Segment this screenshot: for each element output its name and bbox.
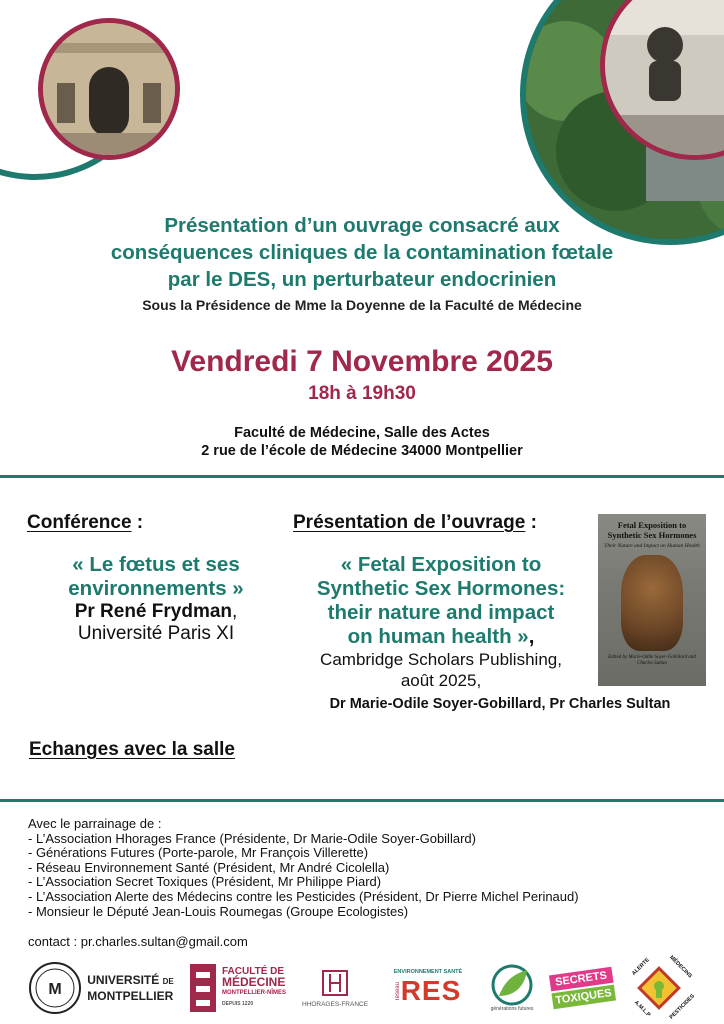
secrets-line1: SECRETS	[549, 967, 613, 992]
book-heading	[293, 512, 537, 534]
hhorages-emblem-icon	[320, 968, 350, 998]
um-seal-icon	[28, 961, 82, 1015]
secrets-line2: TOXIQUES	[551, 985, 615, 1010]
book-title-comma: ,	[528, 625, 535, 648]
conference-heading-text: Conférence	[27, 512, 132, 533]
book-cover-authors: Edited by Marie-Odile Soyer-Gobillard and Charles Sultan	[608, 655, 696, 666]
contact-email: contact : pr.charles.sultan@gmail.com	[28, 934, 248, 949]
title-line: par le DES, un perturbateur endocrinien	[167, 268, 557, 291]
event-date: Vendredi 7 Novembre 2025	[171, 345, 553, 378]
talk-title-line: environnements »	[68, 577, 244, 600]
conference-heading-colon: :	[131, 512, 144, 533]
building-facade-illustration	[43, 23, 175, 155]
amlp-right-text: MÉDECINS	[668, 954, 693, 980]
book-pub-date: août 2025,	[400, 671, 482, 690]
faculty-building-photo	[38, 18, 180, 160]
fac-line4: DEPUIS 1220	[222, 1001, 254, 1007]
sponsor-item: - L’Association Hhorages France (Présidente, Dr Marie-Odile Soyer-Gobillard)	[28, 830, 476, 846]
res-small-text: ENVIRONNEMENT SANTÉ	[393, 969, 463, 975]
hhorages-france-logo	[298, 958, 372, 1018]
exchange-heading-text: Echanges avec la salle	[29, 739, 235, 760]
book-title-line: on human health »	[347, 625, 529, 648]
um-name-line2: MONTPELLIER	[87, 989, 174, 1003]
title-line: Présentation d’un ouvrage consacré aux	[164, 214, 560, 237]
conference-heading	[27, 512, 143, 534]
book-title-line: « Fetal Exposition to	[340, 553, 542, 576]
speaker-affiliation: Université Paris XI	[77, 623, 235, 644]
conference-talk	[40, 553, 272, 645]
presidency-subtitle: Sous la Présidence de Mme la Doyenne de la Faculté de Médecine	[142, 297, 582, 313]
hhorages-name: HHORAGES-FRANCE	[301, 1001, 369, 1008]
leaf-icon	[489, 964, 535, 1006]
fac-line3: MONTPELLIER-NÎMES	[222, 990, 286, 996]
event-time: 18h à 19h30	[308, 383, 416, 404]
book-heading-text: Présentation de l’ouvrage	[293, 512, 526, 533]
bronze-statue-figure	[621, 555, 683, 651]
amlp-logo	[624, 954, 697, 1021]
amlp-top-text: ALERTE	[631, 957, 651, 977]
amlp-bottom-text: PESTICIDES	[668, 993, 697, 1021]
exchange-heading	[29, 739, 235, 761]
fac-line2: MÉDECINE	[222, 975, 286, 989]
book-heading-colon: :	[525, 512, 537, 533]
faculty-shield-icon	[188, 962, 218, 1014]
book-title-line: their nature and impact	[327, 601, 555, 624]
book-title-line: Synthetic Sex Hormones:	[316, 577, 566, 600]
res-logo	[384, 958, 472, 1018]
sponsors-intro: Avec le parrainage de :	[28, 816, 162, 831]
gf-caption: générations futures	[490, 1006, 534, 1012]
title-line: conséquences cliniques de la contamination fœtale	[110, 241, 614, 264]
generations-futures-logo	[484, 958, 540, 1018]
sponsor-item: - Générations Futures (Porte-parole, Mr François Villerette)	[28, 845, 369, 861]
speaker-line	[40, 601, 272, 623]
um-name-line1: UNIVERSITÉ	[87, 973, 160, 987]
sponsor-item: - Monsieur le Député Jean-Louis Roumegas (Groupe Ecologistes)	[28, 903, 409, 919]
um-name-de: DE	[162, 977, 174, 986]
book-details	[288, 553, 594, 691]
venue-line: Faculté de Médecine, Salle des Actes	[234, 425, 490, 441]
sponsors-list	[28, 817, 708, 919]
book-title-line-last	[288, 625, 594, 649]
fac-line1: FACULTÉ DE	[222, 966, 285, 977]
divider-bottom	[0, 799, 724, 802]
res-big-text: RES	[400, 975, 462, 1006]
sponsor-item: - L’Association Secret Toxiques (Président, Mr Philippe Piard)	[28, 874, 382, 890]
res-side-text: réseau	[394, 981, 401, 1001]
venue-line: 2 rue de l’école de Médecine 34000 Montpellier	[201, 443, 523, 459]
faculte-medecine-logo	[182, 958, 292, 1018]
warning-diamond-icon	[636, 965, 682, 1011]
sponsor-item: - L’Association Alerte des Médecins contre les Pesticides (Président, Dr Pierre Michel Perinaud)	[28, 888, 579, 904]
book-cover-image	[598, 514, 706, 686]
event-venue	[20, 424, 704, 460]
book-authors: Dr Marie-Odile Soyer-Gobillard, Pr Charles Sultan	[329, 696, 671, 712]
um-seal-letter: M	[48, 981, 62, 998]
sponsor-item: - Réseau Environnement Santé (Président, Mr André Cicolella)	[28, 859, 390, 875]
event-title	[40, 212, 684, 293]
amlp-code-text: A.M.L.P	[632, 999, 652, 1019]
divider-top	[0, 475, 724, 478]
talk-title-line: « Le fœtus et ses	[72, 553, 240, 576]
speaker-name: Pr René Frydman	[74, 601, 233, 622]
book-publisher: Cambridge Scholars Publishing,	[320, 650, 562, 669]
speaker-comma: ,	[232, 601, 238, 622]
secrets-toxiques-logo	[548, 958, 616, 1018]
book-cover-subtitle: Their Nature and Impact on Human Health	[604, 543, 700, 549]
universite-montpellier-logo	[26, 958, 176, 1018]
book-cover-title: Fetal Exposition to Synthetic Sex Hormones	[607, 520, 697, 540]
